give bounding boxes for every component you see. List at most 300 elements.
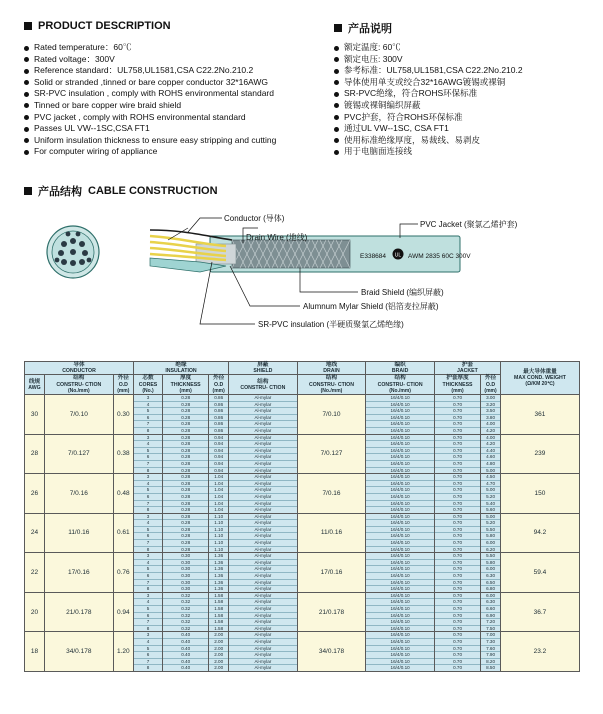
cell-line: 1.10: [209, 520, 228, 527]
table-row: [25, 632, 580, 672]
cell-line: 7: [134, 540, 162, 547]
cell-weight: 59.4: [500, 553, 579, 593]
cell-line: Al-mylar: [229, 606, 297, 613]
cell-line: 0.28: [163, 474, 208, 481]
cell-line: 0.28: [163, 454, 208, 461]
group-header-jacket: 护套 JACKET: [434, 362, 500, 375]
cell-line: 16/4/0.10: [366, 448, 434, 455]
cell-drain: 34/0.178: [297, 632, 366, 672]
cell-line: 1.36: [209, 553, 228, 560]
cell-line: 0.70: [435, 639, 480, 646]
cell-line: 1.58: [209, 599, 228, 606]
callout-mylar-shield: Alumnum Mylar Shield (铝箔麦拉屏蔽): [303, 302, 439, 311]
list-item-label: Rated temperature：60℃: [34, 42, 132, 52]
cell-line: 1.58: [209, 619, 228, 626]
cell-line: 7: [134, 580, 162, 587]
cell-jacket-thickness: [434, 632, 480, 672]
cell-line: Al-mylar: [229, 619, 297, 626]
cell-line: 7.90: [481, 652, 500, 659]
list-item: [24, 135, 334, 147]
callout-sr-pvc-insulation: SR-PVC insulation (半硬质聚氯乙烯绝缘): [258, 320, 404, 329]
cell-line: 6: [134, 652, 162, 659]
cell-line: 16/4/0.10: [366, 560, 434, 567]
cell-line: 0.32: [163, 606, 208, 613]
cell-line: Al-mylar: [229, 481, 297, 488]
cell-line: 3: [134, 632, 162, 639]
cell-line: Al-mylar: [254, 625, 272, 631]
cell-jacket-od: [481, 474, 501, 514]
cell-line: 0.94: [209, 461, 228, 468]
cell-insulation-od: [209, 434, 229, 474]
cell-line: 16/4/0.10: [366, 540, 434, 547]
cell-cores: [134, 395, 163, 435]
cell-line: 4: [134, 520, 162, 527]
subheader-conductor-od: 外径 O.D (mm): [113, 375, 133, 395]
cell-line: 0.28: [163, 540, 208, 547]
cell-line: 0.86: [209, 421, 228, 428]
cell-line: 4: [134, 481, 162, 488]
cell-line: Al-mylar: [229, 487, 297, 494]
cell-line: 0.70: [435, 501, 480, 508]
cell-shield: [229, 632, 298, 672]
cell-conductor-construction: 34/0.178: [44, 632, 113, 672]
list-item: [24, 123, 334, 135]
cell-line: 16/4/0.10: [366, 461, 434, 468]
cell-conductor-construction: 7/0.16: [44, 474, 113, 514]
cell-line: 0.70: [435, 560, 480, 567]
cell-insulation-od: [209, 553, 229, 593]
cell-line: 16/4/0.10: [366, 646, 434, 653]
cell-line: 16/4/0.10: [366, 395, 434, 402]
cell-line: 16/4/0.10: [366, 514, 434, 521]
cell-line: 16/4/0.10: [366, 501, 434, 508]
bullet-dot-icon: [24, 127, 29, 132]
cell-line: 0.28: [163, 461, 208, 468]
bullet-dot-icon: [334, 69, 339, 74]
cell-line: 8.20: [481, 659, 500, 666]
cell-line: 16/4/0.10: [366, 553, 434, 560]
cell-line: 16/4/0.10: [366, 619, 434, 626]
cell-line: 0.70: [435, 435, 480, 442]
bullet-dot-icon: [24, 92, 29, 97]
cell-line: 4: [134, 639, 162, 646]
cell-drain: 11/0.16: [297, 513, 366, 553]
cell-line: 2.00: [214, 665, 224, 671]
subheader-cores: 芯数 CORES (No.): [134, 375, 163, 395]
list-item: [334, 88, 584, 100]
cell-line: 5.20: [481, 494, 500, 501]
cell-conductor-construction: 11/0.16: [44, 513, 113, 553]
table-row: [25, 592, 580, 632]
cell-awg: 20: [25, 592, 45, 632]
cell-line: Al-mylar: [229, 415, 297, 422]
product-description-section: [24, 20, 584, 158]
cell-line: 0.30: [163, 573, 208, 580]
cell-line: 0.70: [435, 402, 480, 409]
cell-insulation-od: [209, 513, 229, 553]
cell-line: 5: [134, 606, 162, 613]
cell-line: 0.70: [453, 625, 463, 631]
cell-line: 0.28: [163, 501, 208, 508]
heading-text-en: CABLE CONSTRUCTION: [88, 185, 218, 197]
bullet-dot-icon: [24, 103, 29, 108]
product-description-heading-en: [24, 20, 334, 32]
cell-insulation-thickness: [163, 553, 209, 593]
cell-line: 3: [134, 593, 162, 600]
cell-braid: [366, 553, 435, 593]
cell-line: 16/4/0.10: [366, 566, 434, 573]
cell-line: 0.32: [163, 613, 208, 620]
cell-line: 3: [134, 474, 162, 481]
cell-line: 0.70: [435, 514, 480, 521]
cell-line: 7.00: [481, 632, 500, 639]
cell-conductor-construction: 7/0.127: [44, 434, 113, 474]
cell-line: 0.32: [181, 625, 191, 631]
list-item-label: For computer wiring of appliance: [34, 146, 158, 157]
bullet-dot-icon: [24, 80, 29, 85]
cell-line: 0.30: [163, 580, 208, 587]
cell-jacket-od: [481, 632, 501, 672]
cell-line: 0.70: [435, 613, 480, 620]
cell-line: 16/4/0.10: [366, 527, 434, 534]
bullet-dot-icon: [334, 115, 339, 120]
table-group-header-row: [25, 362, 580, 375]
cell-awg: 28: [25, 434, 45, 474]
bullet-dot-icon: [24, 138, 29, 143]
cell-line: 6: [134, 454, 162, 461]
list-item: [334, 112, 584, 124]
cell-line: 4.20: [486, 427, 496, 433]
callout-conductor: Conductor (导体): [224, 214, 285, 223]
cell-awg: 18: [25, 632, 45, 672]
cell-cores: [134, 474, 163, 514]
cell-line: 3.50: [481, 408, 500, 415]
cell-line: 16/4/0.10: [390, 467, 410, 473]
cell-line: 0.86: [209, 408, 228, 415]
list-item-label: SR-PVC绝缘，符合ROHS环保标准: [344, 88, 478, 99]
cell-line: 4.40: [481, 448, 500, 455]
cell-line: 0.40: [163, 639, 208, 646]
cell-line: 0.70: [435, 573, 480, 580]
cell-line: 0.28: [163, 415, 208, 422]
cell-conductor-construction: 21/0.178: [44, 592, 113, 632]
cell-shield: [229, 395, 298, 435]
cell-cores: [134, 553, 163, 593]
cell-line: 2.00: [209, 659, 228, 666]
cell-drain: 7/0.10: [297, 395, 366, 435]
cell-line: Al-mylar: [229, 599, 297, 606]
cell-line: 16/4/0.10: [366, 408, 434, 415]
cell-insulation-thickness: [163, 395, 209, 435]
cell-line: 7: [134, 659, 162, 666]
cell-line: Al-mylar: [229, 593, 297, 600]
table-row: [25, 513, 580, 553]
cell-line: 6.30: [481, 573, 500, 580]
table-body: [25, 395, 580, 672]
cell-line: 0.86: [209, 415, 228, 422]
cell-line: 1.36: [214, 586, 224, 592]
cell-line: 0.70: [435, 580, 480, 587]
callout-braid-shield: Braid Shield (编织屏蔽): [361, 288, 444, 297]
cell-drain: 17/0.16: [297, 553, 366, 593]
cell-line: Al-mylar: [229, 441, 297, 448]
cell-line: 1.10: [209, 514, 228, 521]
cell-line: 1.58: [209, 613, 228, 620]
cell-awg: 26: [25, 474, 45, 514]
cell-line: 8: [146, 467, 150, 473]
cable-cross-section-illustration: [0, 196, 603, 348]
cell-line: 0.70: [435, 454, 480, 461]
group-header-braid: 编织 BRAID: [366, 362, 435, 375]
bullet-dot-icon: [334, 103, 339, 108]
cell-line: 7: [134, 501, 162, 508]
cell-braid: [366, 592, 435, 632]
cell-line: 5.00: [486, 467, 496, 473]
cell-line: 16/4/0.10: [390, 625, 410, 631]
cell-line: Al-mylar: [229, 520, 297, 527]
cell-line: 0.70: [435, 599, 480, 606]
cell-line: 16/4/0.10: [366, 415, 434, 422]
cell-drain: 7/0.16: [297, 474, 366, 514]
cell-shield: [229, 553, 298, 593]
cell-line: 4.00: [481, 435, 500, 442]
cell-line: 1.10: [209, 540, 228, 547]
cell-weight: 150: [500, 474, 579, 514]
cell-weight: 23.2: [500, 632, 579, 672]
cell-line: 4: [134, 599, 162, 606]
cell-line: 6.90: [481, 613, 500, 620]
cell-line: 5.40: [481, 501, 500, 508]
cell-line: Al-mylar: [229, 527, 297, 534]
cell-line: 7: [134, 619, 162, 626]
cell-jacket-od: [481, 395, 501, 435]
cell-line: 1.04: [209, 481, 228, 488]
list-item: [24, 100, 334, 112]
cell-line: 0.70: [435, 553, 480, 560]
cell-line: 16/4/0.10: [366, 580, 434, 587]
cell-shield: [229, 434, 298, 474]
cell-line: 0.70: [435, 448, 480, 455]
cell-line: 0.70: [435, 520, 480, 527]
heading-text: 产品说明: [348, 23, 392, 35]
list-item-label: SR-PVC insulation , comply with ROHS environmental standard: [34, 88, 274, 99]
cell-line: 0.70: [435, 441, 480, 448]
cell-line: 6.60: [481, 606, 500, 613]
cell-line: 1.58: [209, 606, 228, 613]
cell-line: 0.94: [209, 435, 228, 442]
cell-conductor-od: 0.48: [113, 474, 133, 514]
cell-line: 0.70: [435, 646, 480, 653]
cell-line: 16/4/0.10: [390, 427, 410, 433]
cell-awg: 30: [25, 395, 45, 435]
specification-table: [24, 361, 580, 672]
cell-shield: [229, 474, 298, 514]
list-item-label: 额定电压: 300V: [344, 53, 403, 64]
cell-line: 8: [146, 586, 150, 592]
cell-awg: 22: [25, 553, 45, 593]
list-item-label: 使用标准绝缘厚度，易裁线、易剥皮: [344, 134, 481, 145]
list-item: [334, 123, 584, 135]
cell-line: 16/4/0.10: [366, 520, 434, 527]
list-item-label: Passes UL VW--1SC,CSA FT1: [34, 123, 150, 134]
list-item: [334, 135, 584, 147]
cell-line: 5.20: [481, 520, 500, 527]
cell-line: 7.50: [486, 625, 496, 631]
list-item: [334, 65, 584, 77]
cell-line: 7.60: [481, 646, 500, 653]
cell-line: Al-mylar: [254, 427, 272, 433]
bullet-square-icon: [24, 187, 32, 195]
cell-line: 16/4/0.10: [366, 533, 434, 540]
cell-line: 0.28: [163, 527, 208, 534]
cell-line: 0.70: [453, 427, 463, 433]
cell-line: 0.70: [453, 507, 463, 513]
cell-line: 0.40: [163, 659, 208, 666]
cell-line: 0.28: [181, 427, 191, 433]
cell-line: 0.28: [181, 467, 191, 473]
cell-line: 16/4/0.10: [366, 639, 434, 646]
group-header-conductor: 导体 CONDUCTOR: [25, 362, 134, 375]
cell-jacket-od: [481, 434, 501, 474]
list-item: [24, 88, 334, 100]
cell-line: Al-mylar: [229, 514, 297, 521]
cell-line: 6.30: [481, 599, 500, 606]
cell-line: Al-mylar: [229, 573, 297, 580]
cell-conductor-construction: 7/0.10: [44, 395, 113, 435]
cell-line: 7.30: [481, 639, 500, 646]
cell-line: 5: [134, 566, 162, 573]
cell-line: 6.50: [481, 580, 500, 587]
heading-text: PRODUCT DESCRIPTION: [38, 20, 171, 32]
cell-insulation-thickness: [163, 592, 209, 632]
cell-line: 0.28: [163, 533, 208, 540]
cell-line: 16/4/0.10: [366, 659, 434, 666]
cell-line: 4.00: [481, 421, 500, 428]
group-header-drain: 地线 DRAIN: [297, 362, 366, 375]
list-item-label: 通过UL VW--1SC, CSA FT1: [344, 123, 449, 134]
cell-line: Al-mylar: [254, 507, 272, 513]
cell-line: Al-mylar: [229, 553, 297, 560]
cell-line: Al-mylar: [229, 408, 297, 415]
cell-line: 7: [134, 421, 162, 428]
cell-line: 0.70: [435, 566, 480, 573]
svg-text:AWM 2835 60C 300V: AWM 2835 60C 300V: [408, 253, 471, 260]
cell-line: 16/4/0.10: [366, 573, 434, 580]
cell-braid: [366, 513, 435, 553]
cell-line: 3.80: [481, 415, 500, 422]
bullet-dot-icon: [334, 150, 339, 155]
cell-line: 0.70: [453, 546, 463, 552]
cell-line: 5.60: [486, 507, 496, 513]
cell-line: 0.70: [435, 481, 480, 488]
product-description-heading-cn: [334, 20, 584, 36]
cell-line: 1.04: [214, 507, 224, 513]
cell-line: Al-mylar: [254, 586, 272, 592]
cell-line: 0.70: [453, 467, 463, 473]
cell-line: 0.28: [163, 448, 208, 455]
description-list-en: [24, 42, 334, 158]
cell-line: 0.94: [209, 454, 228, 461]
cell-line: 16/4/0.10: [366, 606, 434, 613]
bullet-dot-icon: [24, 57, 29, 62]
cell-line: 0.70: [435, 659, 480, 666]
cell-line: 16/4/0.10: [366, 652, 434, 659]
bullet-square-icon: [334, 24, 342, 32]
cell-line: 0.70: [435, 474, 480, 481]
cell-conductor-construction: 17/0.16: [44, 553, 113, 593]
cell-line: 6.00: [481, 566, 500, 573]
cell-line: Al-mylar: [229, 652, 297, 659]
list-item-label: 用于电脑面连接线: [344, 146, 413, 157]
cell-insulation-thickness: [163, 474, 209, 514]
cell-line: 16/4/0.10: [366, 421, 434, 428]
cell-conductor-od: 0.30: [113, 395, 133, 435]
subheader-jacket-thickness: 护套厚度 THICKNESS (mm): [434, 375, 480, 395]
cell-line: 5.50: [481, 553, 500, 560]
cell-jacket-od: [481, 592, 501, 632]
cell-line: 0.32: [163, 599, 208, 606]
cell-line: 0.70: [435, 652, 480, 659]
cell-line: 5.00: [481, 514, 500, 521]
cell-line: 4.80: [481, 461, 500, 468]
bullet-dot-icon: [334, 46, 339, 51]
cell-awg: 24: [25, 513, 45, 553]
cell-line: 8.50: [486, 665, 496, 671]
cell-line: 16/4/0.10: [366, 441, 434, 448]
subheader-drain-construction: 结构 CONSTRU- CTION (No./mm): [297, 375, 366, 395]
cell-line: 6: [134, 494, 162, 501]
cell-line: 0.28: [163, 421, 208, 428]
cell-line: 16/4/0.10: [366, 487, 434, 494]
subheader-braid-construction: 结构 CONSTRU- CTION (No./mm): [366, 375, 435, 395]
cell-line: 0.28: [163, 435, 208, 442]
cell-line: Al-mylar: [229, 454, 297, 461]
cell-line: 16/4/0.10: [366, 402, 434, 409]
cell-line: 0.28: [163, 402, 208, 409]
cell-line: Al-mylar: [229, 402, 297, 409]
list-item-label: 额定温度: 60℃: [344, 42, 401, 52]
subheader-insulation-od: 外径 O.D (mm): [209, 375, 229, 395]
cell-line: 16/4/0.10: [390, 546, 410, 552]
cell-line: 2.00: [209, 632, 228, 639]
cell-line: 1.36: [209, 580, 228, 587]
cell-line: 16/4/0.10: [390, 665, 410, 671]
cell-line: 0.40: [163, 646, 208, 653]
svg-text:UL: UL: [394, 252, 402, 259]
cell-line: 16/4/0.10: [366, 599, 434, 606]
list-item-label: Tinned or bare copper wire braid shield: [34, 99, 182, 110]
cell-line: 0.32: [163, 593, 208, 600]
cell-line: 0.30: [163, 553, 208, 560]
cell-line: 0.70: [435, 533, 480, 540]
cell-line: 16/4/0.10: [366, 474, 434, 481]
cell-weight: 94.2: [500, 513, 579, 553]
cell-line: 5.80: [481, 560, 500, 567]
subheader-conductor-construction: 结构 CONSTRU- CTION (No./mm): [44, 375, 113, 395]
cell-line: 3.00: [481, 395, 500, 402]
cell-braid: [366, 474, 435, 514]
cell-line: Al-mylar: [229, 646, 297, 653]
bullet-square-icon: [24, 22, 32, 30]
list-item-label: Solid or stranded ,tinned or bare copper conductor 32*16AWG: [34, 76, 269, 87]
cell-insulation-od: [209, 632, 229, 672]
cell-line: 16/4/0.10: [390, 586, 410, 592]
cell-line: 16/4/0.10: [366, 494, 434, 501]
cell-line: Al-mylar: [229, 566, 297, 573]
cell-line: 0.28: [163, 514, 208, 521]
cell-line: 8: [146, 507, 150, 513]
cell-line: 5.80: [481, 533, 500, 540]
